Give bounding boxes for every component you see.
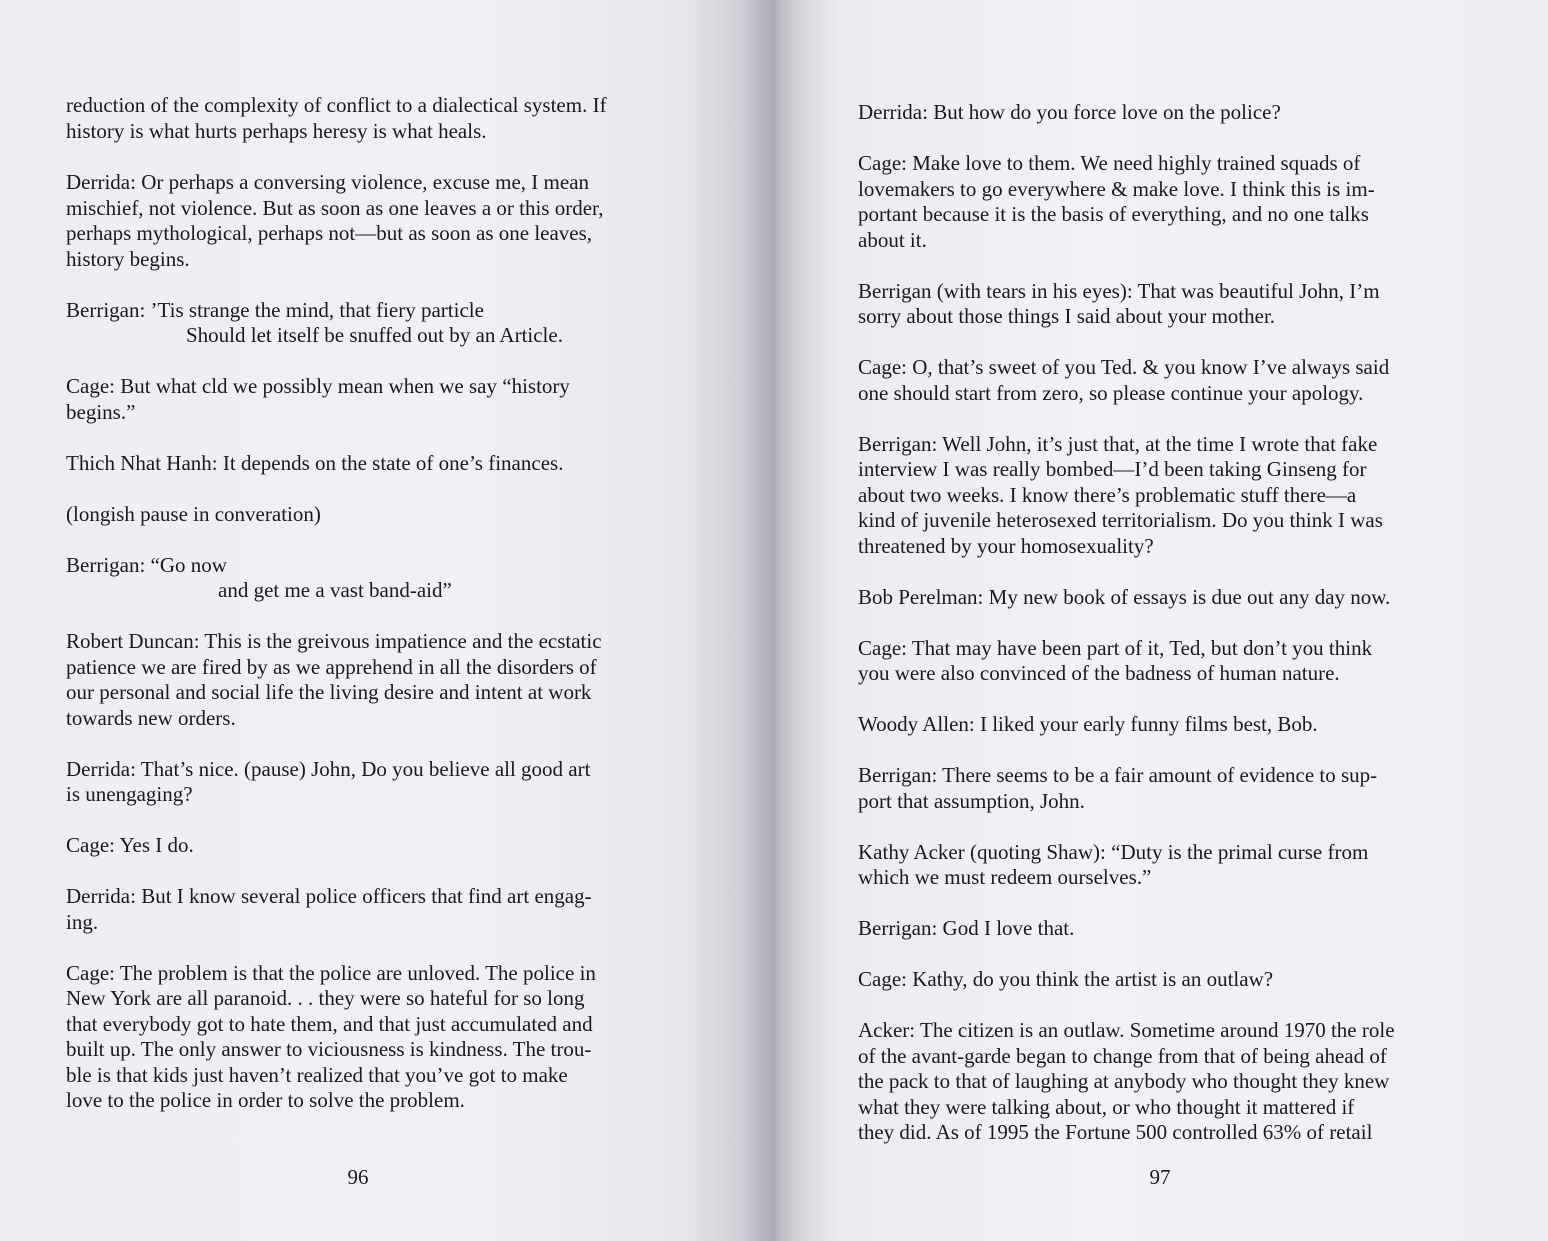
paragraph bbox=[858, 916, 1458, 942]
text-line: threatened by your homosexuality? bbox=[858, 533, 1154, 558]
paragraph bbox=[66, 451, 666, 477]
right-page bbox=[774, 0, 1548, 1241]
paragraph bbox=[858, 279, 1458, 330]
right-page-text bbox=[858, 100, 1458, 1171]
paragraph bbox=[858, 763, 1458, 814]
text-line: Derrida: But how do you force love on the police? bbox=[858, 100, 1281, 124]
text-line: mischief, not violence. But as soon as one leaves a or this order, bbox=[66, 195, 604, 220]
paragraph bbox=[858, 432, 1458, 560]
paragraph bbox=[66, 629, 666, 731]
text-line: Derrida: But I know several police officers that find art engag- bbox=[66, 884, 592, 908]
text-line: kind of juvenile heterosexed territorialism. Do you think I was bbox=[858, 508, 1383, 532]
text-line: Thich Nhat Hanh: It depends on the state of one’s finances. bbox=[66, 450, 564, 475]
text-line: which we must redeem ourselves.” bbox=[858, 865, 1152, 889]
text-line: Cage: That may have been part of it, Ted, but don’t you think bbox=[858, 635, 1373, 660]
paragraph bbox=[66, 884, 666, 935]
paragraph bbox=[66, 833, 666, 859]
text-line: towards new orders. bbox=[66, 705, 236, 730]
text-line: Cage: The problem is that the police are unloved. The police in bbox=[66, 960, 596, 985]
paragraph bbox=[66, 553, 666, 604]
text-line: Kathy Acker (quoting Shaw): “Duty is the primal curse from bbox=[858, 839, 1369, 864]
text-line: about two weeks. I know there’s problematic stuff there—a bbox=[858, 482, 1357, 507]
text-line: history is what hurts perhaps heresy is what heals. bbox=[66, 118, 487, 143]
text-line: about it. bbox=[858, 227, 927, 252]
text-line: love to the police in order to solve the problem. bbox=[66, 1088, 465, 1112]
text-line: New York are all paranoid. . . they were so hateful for so long bbox=[66, 986, 585, 1010]
text-line: portant because it is the basis of everything, and no one talks bbox=[858, 202, 1369, 226]
paragraph bbox=[66, 93, 666, 144]
text-line: and get me a vast band-aid” bbox=[218, 578, 452, 602]
text-line: one should start from zero, so please continue your apology. bbox=[858, 380, 1364, 405]
text-line: Should let itself be snuffed out by an Article. bbox=[186, 323, 563, 347]
paragraph bbox=[858, 840, 1458, 891]
text-line: port that assumption, John. bbox=[858, 788, 1085, 813]
page-number: 97 bbox=[1149, 1165, 1171, 1189]
text-line: our personal and social life the living desire and intent at work bbox=[66, 680, 592, 704]
text-line: Berrigan (with tears in his eyes): That was beautiful John, I’m bbox=[858, 278, 1380, 303]
text-line: perhaps mythological, perhaps not—but as soon as one leaves, bbox=[66, 221, 593, 245]
text-line: history begins. bbox=[66, 246, 190, 271]
text-line: Derrida: That’s nice. (pause) John, Do you believe all good art bbox=[66, 756, 591, 781]
text-line: Acker: The citizen is an outlaw. Sometime around 1970 the role bbox=[858, 1018, 1395, 1042]
paragraph bbox=[858, 585, 1458, 611]
text-line: the pack to that of laughing at anybody who thought they knew bbox=[858, 1069, 1390, 1093]
text-line: Woody Allen: I liked your early funny films best, Bob. bbox=[858, 712, 1318, 736]
text-line: Berrigan: Well John, it’s just that, at the time I wrote that fake bbox=[858, 431, 1378, 456]
paragraph bbox=[858, 100, 1458, 126]
paragraph bbox=[66, 757, 666, 808]
text-line: Cage: Make love to them. We need highly trained squads of bbox=[858, 151, 1361, 175]
text-line: ble is that kids just haven’t realized that you’ve got to make bbox=[66, 1062, 568, 1087]
text-line: Cage: But what cld we possibly mean when we say “history bbox=[66, 374, 570, 398]
paragraph bbox=[858, 636, 1458, 687]
text-line: Derrida: Or perhaps a conversing violence, excuse me, I mean bbox=[66, 170, 590, 194]
text-line: reduction of the complexity of conflict to a dialectical system. If bbox=[66, 93, 607, 117]
text-line: patience we are fired by as we apprehend in all the disorders of bbox=[66, 654, 597, 679]
text-line: Berrigan: ’Tis strange the mind, that fiery particle bbox=[66, 297, 484, 322]
text-line: Robert Duncan: This is the greivous impatience and the ecstatic bbox=[66, 629, 602, 653]
text-line: Berrigan: God I love that. bbox=[858, 916, 1075, 940]
text-line: that everybody got to hate them, and that just accumulated and bbox=[66, 1011, 593, 1036]
text-line: they did. As of 1995 the Fortune 500 controlled 63% of retail bbox=[858, 1120, 1373, 1144]
text-line: Cage: O, that’s sweet of you Ted. & you know I’ve always said bbox=[858, 355, 1390, 379]
paragraph bbox=[858, 355, 1458, 406]
paragraph bbox=[66, 502, 666, 528]
text-line: of the avant-garde began to change from that of being ahead of bbox=[858, 1043, 1387, 1068]
paragraph bbox=[858, 967, 1458, 993]
text-line: interview I was really bombed—I’d been taking Ginseng for bbox=[858, 457, 1367, 481]
text-line: Bob Perelman: My new book of essays is due out any day now. bbox=[858, 584, 1391, 609]
paragraph bbox=[66, 961, 666, 1114]
text-line: is unengaging? bbox=[66, 782, 193, 806]
paragraph bbox=[66, 374, 666, 425]
paragraph bbox=[858, 1018, 1458, 1146]
paragraph bbox=[66, 298, 666, 349]
text-line: what they were talking about, or who thought it mattered if bbox=[858, 1094, 1355, 1119]
paragraph bbox=[858, 712, 1458, 738]
paragraph bbox=[66, 170, 666, 272]
text-line: Cage: Yes I do. bbox=[66, 833, 194, 857]
text-line: sorry about those things I said about your mother. bbox=[858, 304, 1276, 328]
text-line: ing. bbox=[66, 909, 99, 934]
text-line: built up. The only answer to viciousness is kindness. The trou- bbox=[66, 1037, 592, 1061]
text-line: Berrigan: “Go now bbox=[66, 552, 227, 577]
text-line: (longish pause in converation) bbox=[66, 501, 321, 526]
page-number: 96 bbox=[347, 1165, 369, 1189]
left-page-text bbox=[66, 93, 666, 1139]
text-line: Berrigan: There seems to be a fair amount of evidence to sup- bbox=[858, 763, 1378, 787]
text-line: lovemakers to go everywhere & make love. I think this is im- bbox=[858, 176, 1375, 201]
text-line: begins.” bbox=[66, 399, 136, 424]
paragraph bbox=[858, 151, 1458, 253]
text-line: Cage: Kathy, do you think the artist is an outlaw? bbox=[858, 967, 1274, 991]
text-line: you were also convinced of the badness of human nature. bbox=[858, 661, 1340, 685]
